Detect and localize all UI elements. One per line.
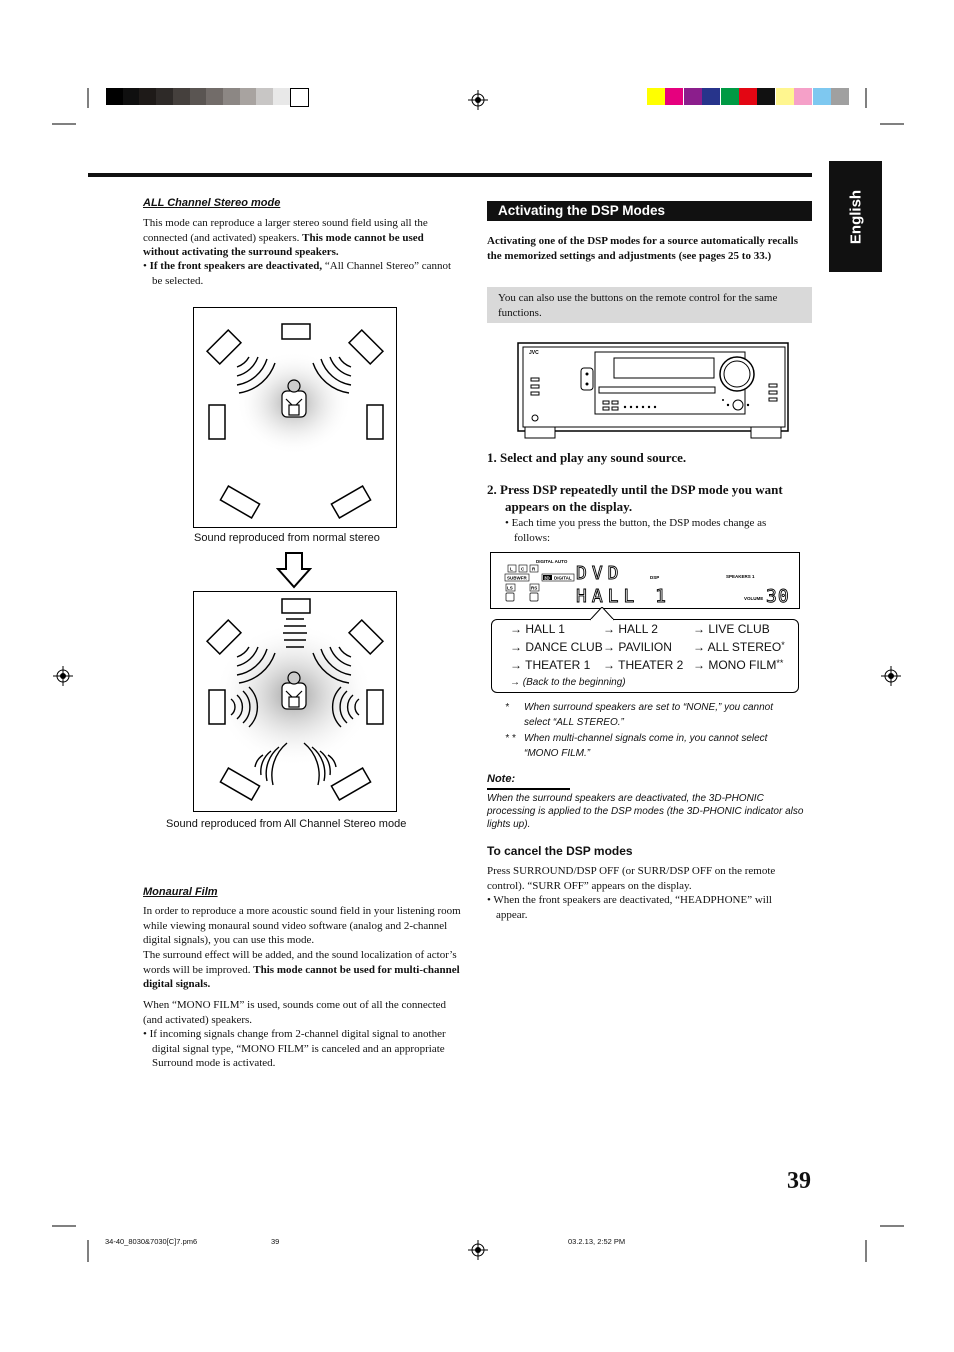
cancel-bullet: • When the front speakers are deactivated, “HEADPHONE” will appear. bbox=[487, 894, 772, 921]
display-digital: DIGITAL bbox=[554, 575, 572, 581]
dsp-mode-label: DANCE CLUB bbox=[525, 640, 603, 654]
display-ch-c: C bbox=[521, 566, 525, 572]
step-2-bullet-text: Each time you press the button, the DSP modes change as follows: bbox=[511, 517, 767, 544]
note-text: When the surround speakers are deactivated, the 3D-PHONIC processing is applied to the DSP modes (the 3D-PHONIC indicator also lights up). bbox=[487, 793, 804, 830]
all-channel-stereo-diagram bbox=[193, 591, 397, 812]
sequence-back-text: (Back to the beginning) bbox=[522, 677, 626, 688]
display-ch-l: L bbox=[510, 566, 513, 572]
footnote-2-mark: * * bbox=[505, 733, 516, 744]
receiver-brand-label: JVC bbox=[529, 350, 539, 356]
monaural-paragraph-3: When “MONO FILM” is used, sounds come out of all the connected (and activated) speakers. bbox=[143, 999, 447, 1026]
footnote-2: When multi-channel signals come in, you cannot select “MONO FILM.” bbox=[524, 733, 768, 759]
display-speakers: SPEAKERS 1 bbox=[726, 574, 755, 579]
callout-pointer bbox=[590, 607, 614, 621]
dsp-mode-item: → THEATER 2 bbox=[603, 658, 684, 672]
section-title: Activating the DSP Modes bbox=[487, 201, 812, 221]
dsp-mode-label: HALL 1 bbox=[525, 622, 565, 636]
receiver-display-panel bbox=[490, 552, 800, 609]
dsp-mode-label: THEATER 2 bbox=[618, 658, 684, 672]
remote-note-text: You can also use the buttons on the remote control for the same functions. bbox=[498, 292, 778, 319]
step-2: 2. Press DSP repeatedly until the DSP mode you want appears on the display. bbox=[487, 482, 783, 514]
dsp-mode-item: → ALL STEREO* bbox=[693, 640, 785, 654]
dsp-mode-item: → HALL 1 bbox=[510, 622, 565, 636]
down-arrow-icon bbox=[276, 551, 312, 589]
registration-mark-icon bbox=[881, 666, 901, 686]
dsp-mode-item: → MONO FILM** bbox=[693, 658, 784, 672]
normal-stereo-diagram bbox=[193, 307, 397, 528]
display-dsp: DSP bbox=[650, 575, 660, 580]
monaural-bullet: • If incoming signals change from 2-channel digital signal to another digital signal type, “MONO FILM” is canceled and an appropriate Surround mode is activated. bbox=[143, 1028, 446, 1069]
all-channel-bullet-bold: If the front speakers are deactivated, bbox=[149, 260, 323, 272]
dsp-mode-item: → THEATER 1 bbox=[510, 658, 591, 672]
dsp-mode-label: MONO FILM bbox=[708, 658, 777, 672]
intro-text: Activating one of the DSP modes for a source automatically recalls the memorized settings and adjustments (see pages 25 to 33.) bbox=[487, 235, 799, 262]
monaural-paragraph-1: In order to reproduce a more acoustic sound field in your listening room while viewing monaural sound video software (analog and 2-channel digital signals), you can use this mode. bbox=[143, 905, 461, 946]
display-3d: 3D bbox=[544, 575, 550, 581]
display-ls: LS bbox=[507, 585, 513, 591]
display-line-2: HALL 1 bbox=[576, 586, 672, 607]
registration-mark-icon bbox=[53, 666, 73, 686]
caption-normal-stereo: Sound reproduced from normal stereo bbox=[194, 532, 380, 544]
monaural-film-title: Monaural Film bbox=[143, 886, 218, 898]
language-tab-label: English bbox=[847, 189, 864, 244]
display-digital-auto: DIGITAL AUTO bbox=[536, 559, 568, 564]
monaural-bullet-text: If incoming signals change from 2-channel digital signal to another digital signal type, “MONO FILM” is canceled and an appropriate Surround mode is activated. bbox=[149, 1028, 446, 1069]
dsp-mode-item: → HALL 2 bbox=[603, 622, 658, 636]
display-volume-value: 30 bbox=[766, 586, 790, 607]
dsp-mode-item: → PAVILION bbox=[603, 640, 672, 654]
sequence-back: → (Back to the beginning) bbox=[510, 677, 626, 688]
note-title: Note: bbox=[487, 773, 516, 785]
dsp-mode-label: LIVE CLUB bbox=[708, 622, 770, 636]
footnote-1-mark: * bbox=[505, 702, 509, 713]
dsp-mode-item: → DANCE CLUB bbox=[510, 640, 603, 654]
monaural-warning: This mode cannot be used for multi-channel digital signals. bbox=[143, 963, 460, 990]
cancel-title: To cancel the DSP modes bbox=[487, 844, 633, 858]
display-ch-r: R bbox=[532, 566, 536, 572]
note-rule bbox=[487, 788, 570, 790]
remote-note-box bbox=[487, 287, 812, 323]
footer-date: 03.2.13, 2:52 PM bbox=[568, 1237, 626, 1246]
cancel-bullet-text: When the front speakers are deactivated, “HEADPHONE” will appear. bbox=[493, 894, 772, 921]
display-volume-label: VOLUME bbox=[744, 596, 764, 601]
registration-mark-icon bbox=[468, 1240, 488, 1260]
receiver-front-panel-illustration bbox=[515, 341, 791, 440]
language-tab bbox=[829, 161, 882, 272]
caption-all-channel-stereo: Sound reproduced from All Channel Stereo mode bbox=[166, 818, 407, 830]
top-rule bbox=[88, 173, 812, 177]
all-channel-paragraph bbox=[143, 216, 453, 260]
all-channel-warning: This mode cannot be used without activating the surround speakers. bbox=[143, 231, 424, 258]
all-channel-title: ALL Channel Stereo mode bbox=[143, 197, 281, 209]
step-1: 1. Select and play any sound source. bbox=[487, 450, 687, 465]
step-2-bullet: • Each time you press the button, the DSP modes change as follows: bbox=[505, 517, 767, 544]
dsp-mode-footnote-mark: * bbox=[781, 640, 785, 650]
footnote-1: When surround speakers are set to “NONE,” you cannot select “ALL STEREO.” bbox=[524, 702, 774, 728]
footer-file: 34-40_8030&7030[C]7.pm6 bbox=[105, 1237, 198, 1246]
all-channel-text: This mode can reproduce a larger stereo sound field using all the connected (and activated) speakers. bbox=[143, 217, 428, 244]
registration-mark-icon bbox=[468, 90, 488, 110]
monaural-paragraph-2 bbox=[143, 948, 461, 992]
all-channel-bullet: • If the front speakers are deactivated, “All Channel Stereo” cannot be selected. bbox=[143, 260, 452, 287]
dsp-mode-label: THEATER 1 bbox=[525, 658, 591, 672]
all-channel-bullet-text: “All Channel Stereo” cannot be selected. bbox=[152, 260, 452, 287]
footer-page: 39 bbox=[271, 1237, 280, 1246]
page-number: 39 bbox=[787, 1168, 811, 1194]
cancel-paragraph: Press SURROUND/DSP OFF (or SURR/DSP OFF on the remote control). “SURR OFF” appears on the display. bbox=[487, 865, 776, 892]
monaural-text: The surround effect will be added, and the sound localization of actor’s words will be improved. bbox=[143, 949, 457, 976]
dsp-mode-label: PAVILION bbox=[618, 640, 672, 654]
display-subwfr: SUBWFR bbox=[507, 575, 527, 581]
dsp-mode-item: → LIVE CLUB bbox=[693, 622, 770, 636]
display-line-1: DVD bbox=[576, 563, 624, 584]
dsp-mode-label: HALL 2 bbox=[618, 622, 658, 636]
display-rs: RS bbox=[531, 585, 538, 591]
dsp-mode-footnote-mark: ** bbox=[776, 658, 784, 668]
dsp-mode-label: ALL STEREO bbox=[707, 640, 782, 654]
